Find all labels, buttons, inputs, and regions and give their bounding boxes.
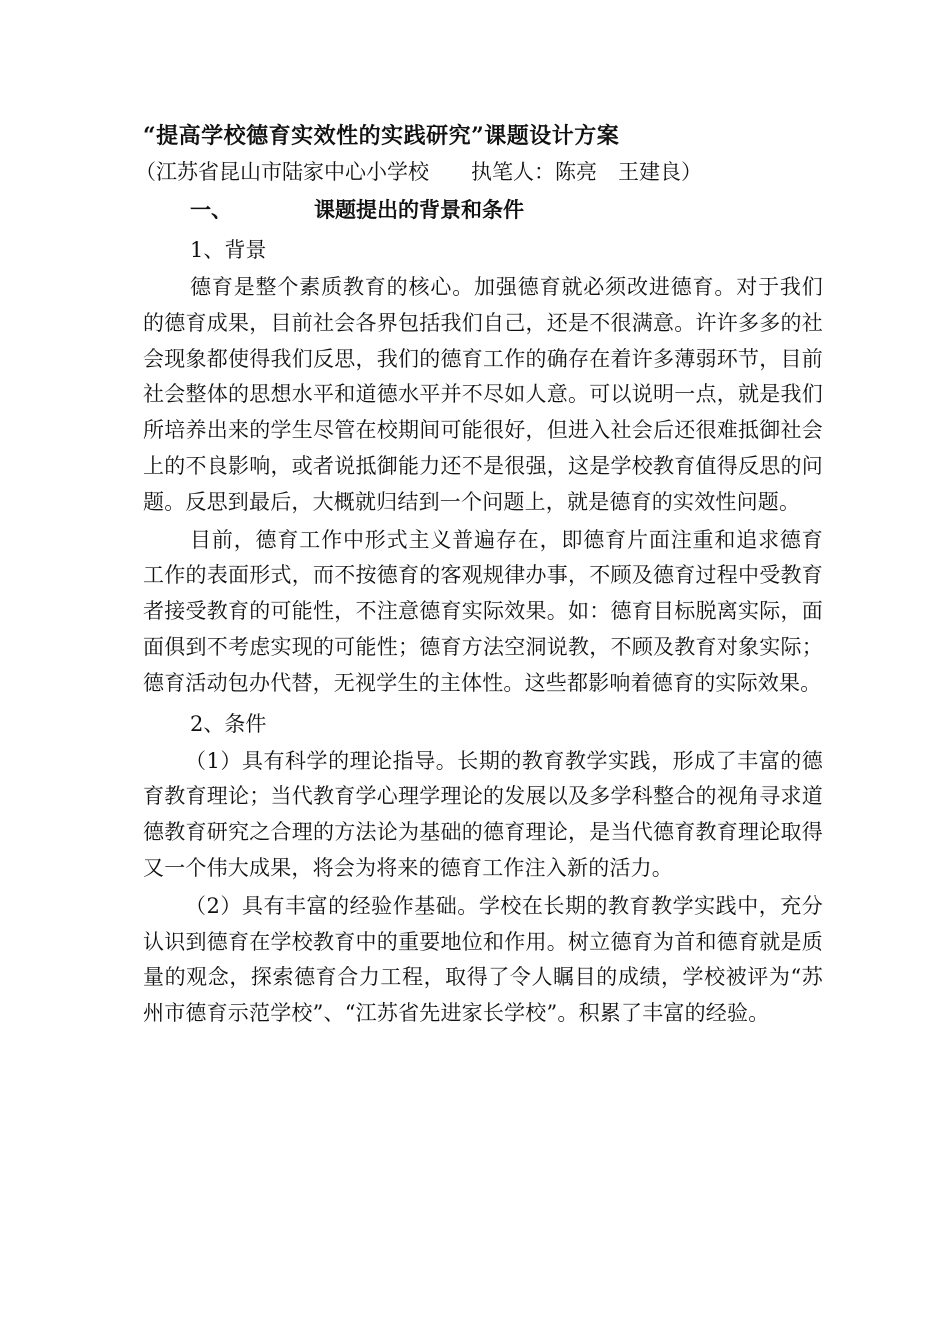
section-number: 一、 <box>190 197 232 222</box>
section-title: 课题提出的背景和条件 <box>314 197 524 222</box>
document-title: “提高学校德育实效性的实践研究”课题设计方案 <box>143 123 620 149</box>
document-subtitle: （江苏省昆山市陆家中心小学校 执笔人：陈亮 王建良） <box>135 160 702 184</box>
section-heading <box>143 192 823 228</box>
subsection-heading-background: 1、背景 <box>190 238 267 262</box>
document-page <box>135 118 823 1032</box>
paragraph-background-2: 目前，德育工作中形式主义普遍存在，即德育片面注重和追求德育工作的表面形式，而不按德育的客观规律办事，不顾及德育过程中受教育者接受教育的可能性，不注意德育实际效果。如：德育目标脱离实际，面面俱到不考虑实现的可能性；德育方法空洞说教，不顾及教育对象实际；德育活动包办代替，无视学生的主体性。这些都影响着德育的实际效果。 <box>143 527 823 695</box>
paragraph-condition-1: （1）具有科学的理论指导。长期的教育教学实践，形成了丰富的德育教育理论；当代教育学心理学理论的发展以及多学科整合的视角寻求道德教育研究之合理的方法论为基础的德育理论，是当代德育教育理论取得又一个伟大成果，将会为将来的德育工作注入新的活力。 <box>143 748 823 880</box>
paragraph-background-1: 德育是整个素质教育的核心。加强德育就必须改进德育。对于我们的德育成果，目前社会各界包括我们自己，还是不很满意。许许多多的社会现象都使得我们反思，我们的德育工作的确存在着许多薄弱环节，目前社会整体的思想水平和道德水平并不尽如人意。可以说明一点，就是我们所培养出来的学生尽管在校期间可能很好，但进入社会后还很难抵御社会上的不良影响，或者说抵御能力还不是很强，这是学校教育值得反思的问题。反思到最后，大概就归结到一个问题上，就是德育的实效性问题。 <box>143 275 823 514</box>
paragraph-condition-2: （2）具有丰富的经验作基础。学校在长期的教育教学实践中，充分认识到德育在学校教育中的重要地位和作用。树立德育为首和德育就是质量的观念，探索德育合力工程，取得了令人瞩目的成绩，学校被评为“苏州市德育示范学校”、“江苏省先进家长学校”。积累了丰富的经验。 <box>143 893 823 1026</box>
subsection-heading-conditions: 2、条件 <box>190 711 267 736</box>
